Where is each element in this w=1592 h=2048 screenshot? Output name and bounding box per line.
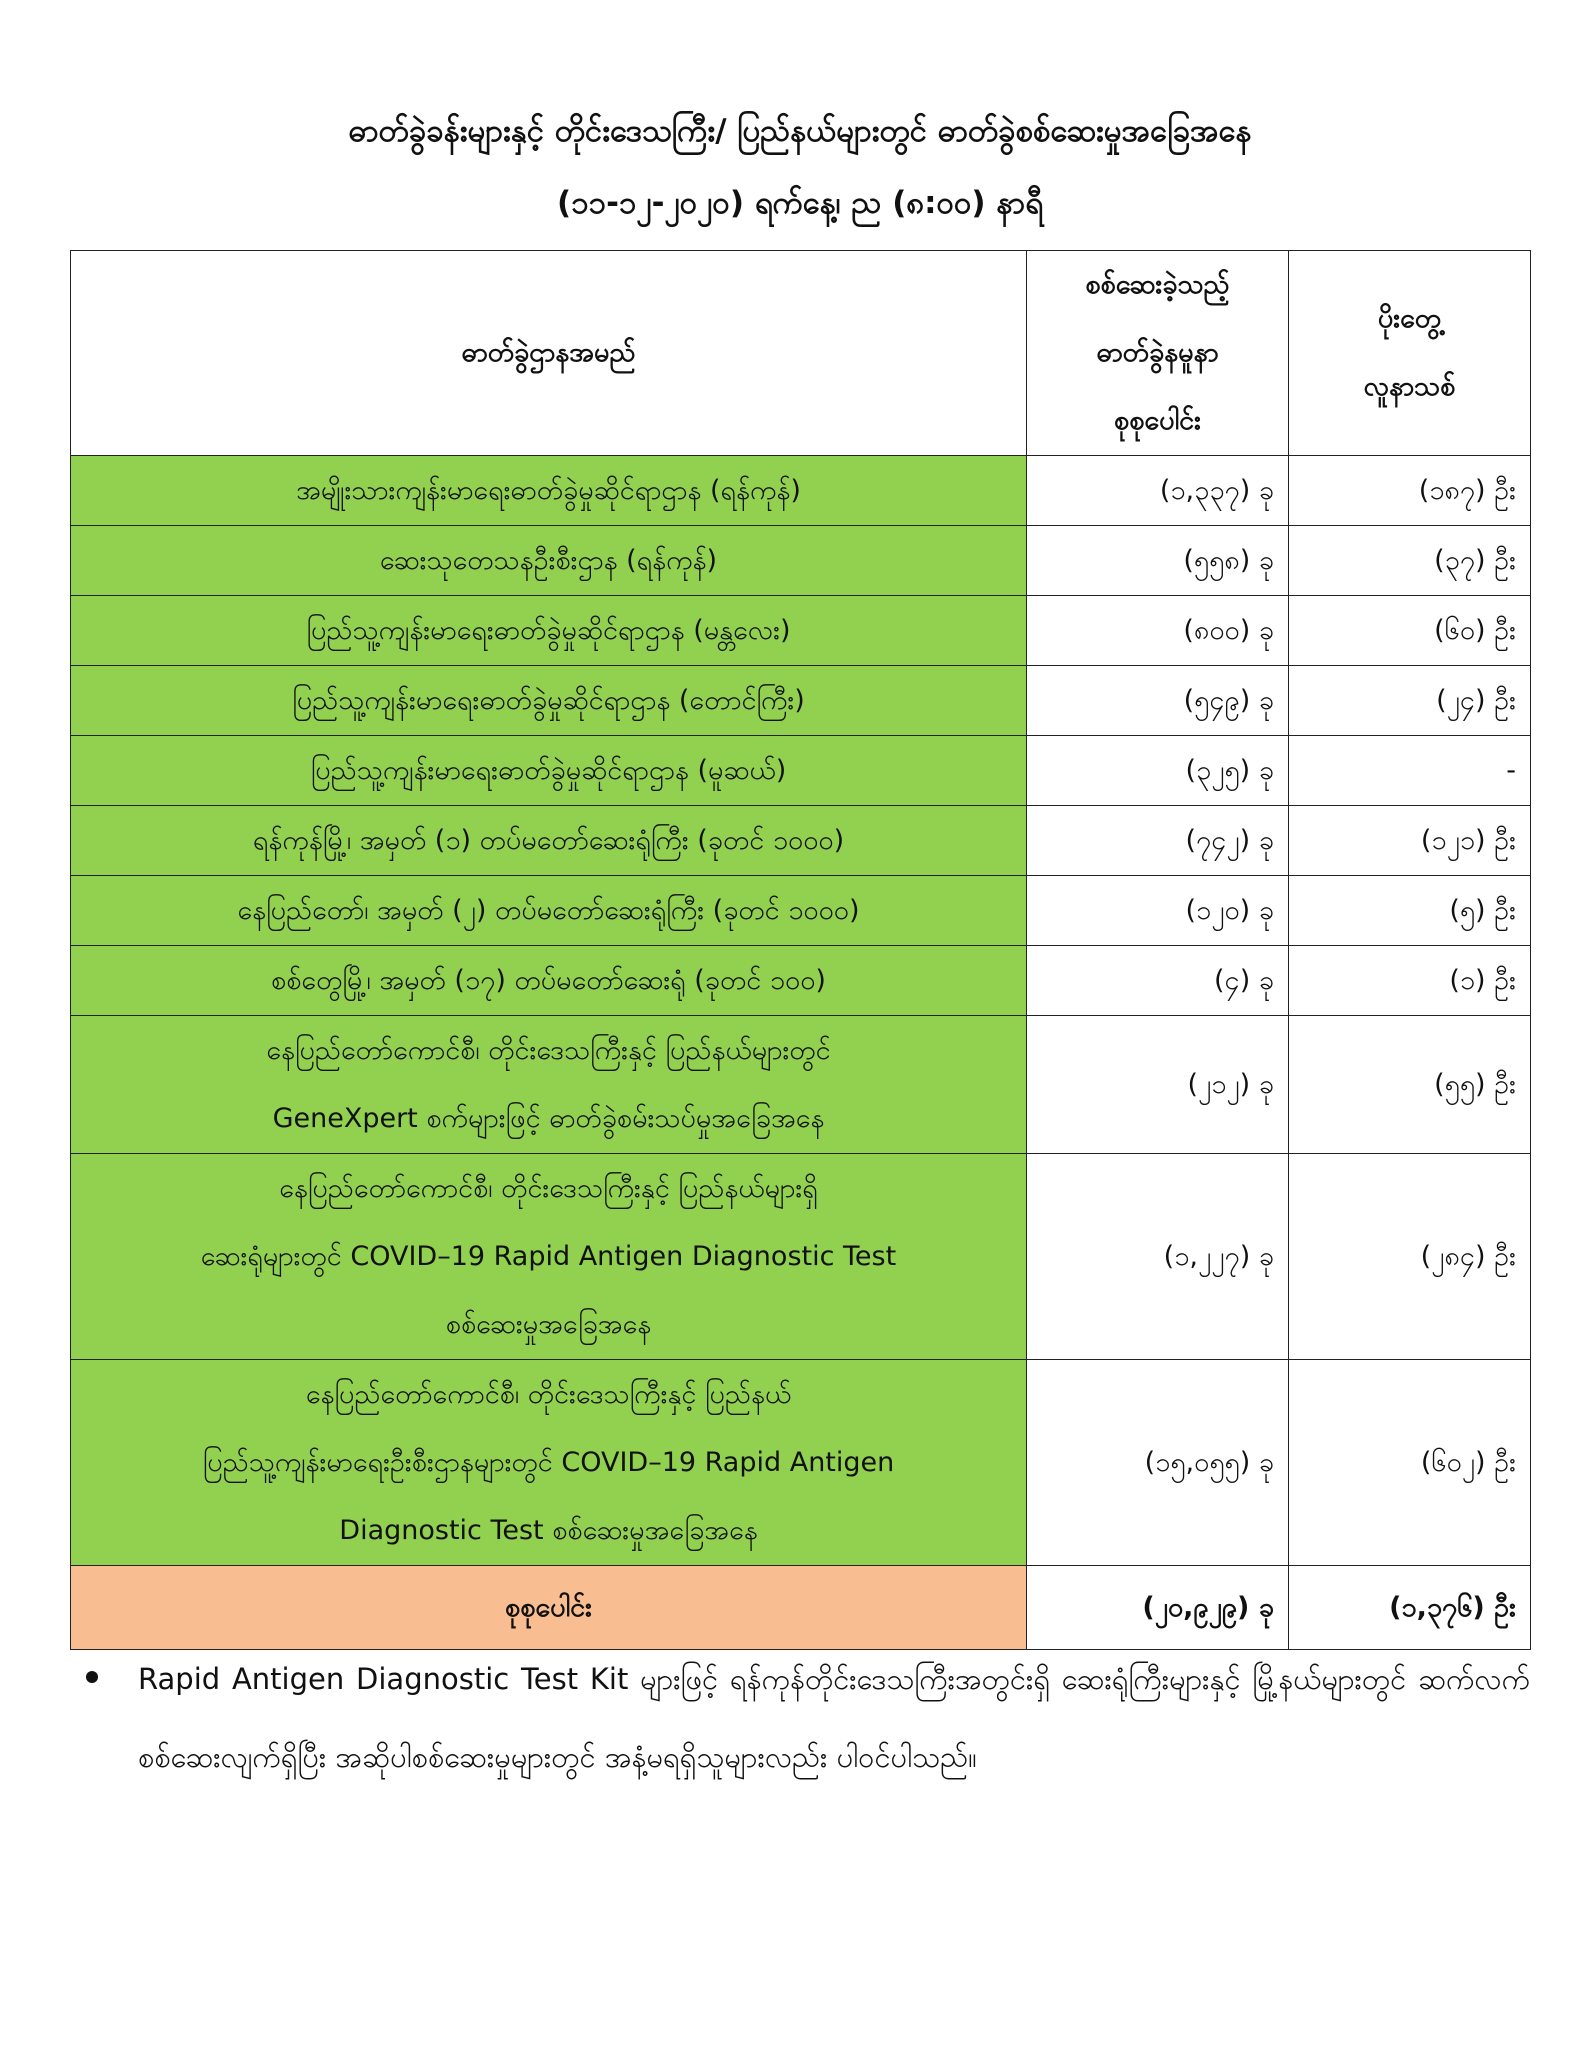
tested-count-cell: (၁,၂၂၇) ခု <box>1027 1154 1289 1360</box>
lab-name-line: ရန်ကုန်မြို့၊ အမှတ် (၁) တပ်မတော်ဆေးရုံကြီး (ခုတင် ၁၀၀၀) <box>252 824 845 856</box>
positive-count-cell: (၁၂၁) ဦး <box>1289 806 1531 876</box>
positive-count-cell: (၆၀) ဦး <box>1289 596 1531 666</box>
lab-name-cell <box>71 806 1027 876</box>
footnote-bullet <box>110 1640 1530 1796</box>
positive-count-cell: (၁) ဦး <box>1289 946 1531 1016</box>
tested-count-cell: (၅၅၈) ခု <box>1027 526 1289 596</box>
footnote-text: Rapid Antigen Diagnostic Test Kit များဖြင့် ရန်ကုန်တိုင်းဒေသကြီးအတွင်းရှိ ဆေးရုံကြီးများနှင့် မြို့နယ်များတွင် ဆက်လက်စစ်ဆေးလျက်ရှိပြီး အဆိုပါစစ်ဆေးမှုများတွင် အနံ့မရရှိသူများလည်း ပါဝင်ပါသည်။ <box>138 1662 1530 1774</box>
lab-name-line: နေပြည်တော်ကောင်စီ၊ တိုင်းဒေသကြီးနှင့် ပြည်နယ်များတွင် <box>266 1034 831 1066</box>
table-row <box>71 1016 1531 1154</box>
table-row <box>71 946 1531 1016</box>
total-tested-cell: (၂၀,၉၂၉) ခု <box>1027 1566 1289 1650</box>
lab-name-cell <box>71 946 1027 1016</box>
lab-name-line: အမျိုးသားကျန်းမာရေးဓာတ်ခွဲမှုဆိုင်ရာဌာန (ရန်ကုန်) <box>296 474 801 506</box>
header-tested-samples <box>1027 251 1289 456</box>
positive-count-cell: (၆၀၂) ဦး <box>1289 1360 1531 1566</box>
lab-name-line: ပြည်သူ့ကျန်းမာရေးဓာတ်ခွဲမှုဆိုင်ရာဌာန (တောင်ကြီး) <box>292 684 805 716</box>
header-tested-line: စုစုပေါင်း <box>1114 405 1201 436</box>
table-row <box>71 1154 1531 1360</box>
header-positive-line: လူနာသစ် <box>1363 371 1456 402</box>
positive-count-cell: (၅၅) ဦး <box>1289 1016 1531 1154</box>
header-positive-line: ပိုးတွေ့ <box>1377 303 1442 334</box>
positive-count-cell: - <box>1289 736 1531 806</box>
lab-name-line: ပြည်သူ့ကျန်းမာရေးဓာတ်ခွဲမှုဆိုင်ရာဌာန (မူဆယ်) <box>310 754 787 786</box>
lab-name-line: ဆေးသုတေသနဦးစီးဌာန (ရန်ကုန်) <box>379 544 718 576</box>
header-tested-line: စစ်ဆေးခဲ့သည့် <box>1085 269 1230 300</box>
lab-name-cell <box>71 876 1027 946</box>
table-row <box>71 806 1531 876</box>
positive-count-cell: (၅) ဦး <box>1289 876 1531 946</box>
lab-name-line: GeneXpert စက်များဖြင့် ဓာတ်ခွဲစမ်းသပ်မှုအခြေအနေ <box>272 1102 825 1134</box>
lab-name-line: ဆေးရုံများတွင် COVID–19 Rapid Antigen Diagnostic Test <box>200 1240 897 1272</box>
lab-name-line: နေပြည်တော်ကောင်စီ၊ တိုင်းဒေသကြီးနှင့် ပြည်နယ် <box>305 1378 792 1410</box>
total-row <box>71 1566 1531 1650</box>
header-tested-line: ဓာတ်ခွဲနမူနာ <box>1096 337 1219 368</box>
table-row <box>71 876 1531 946</box>
tested-count-cell: (၅၄၉) ခု <box>1027 666 1289 736</box>
tested-count-cell: (၂၁၂) ခု <box>1027 1016 1289 1154</box>
tested-count-cell: (၁၅,၀၅၅) ခု <box>1027 1360 1289 1566</box>
tested-count-cell: (၁,၃၃၇) ခု <box>1027 456 1289 526</box>
lab-name-cell <box>71 526 1027 596</box>
tested-count-cell: (၃၂၅) ခု <box>1027 736 1289 806</box>
tested-count-cell: (၇၄၂) ခု <box>1027 806 1289 876</box>
tested-count-cell: (၈၀၀) ခု <box>1027 596 1289 666</box>
lab-name-cell <box>71 456 1027 526</box>
lab-name-line: နေပြည်တော်ကောင်စီ၊ တိုင်းဒေသကြီးနှင့် ပြည်နယ်များရှိ <box>279 1172 818 1204</box>
bullet-icon <box>86 1671 98 1683</box>
lab-name-line: ပြည်သူ့ကျန်းမာရေးဦးစီးဌာနများတွင် COVID–19 Rapid Antigen <box>202 1446 895 1478</box>
document-title <box>70 95 1530 239</box>
lab-name-cell <box>71 1016 1027 1154</box>
positive-count-cell: (၃၇) ဦး <box>1289 526 1531 596</box>
lab-name-line: စစ်ဆေးမှုအခြေအနေ <box>445 1308 652 1340</box>
table-row <box>71 596 1531 666</box>
lab-name-cell <box>71 596 1027 666</box>
lab-name-cell <box>71 666 1027 736</box>
header-new-positive <box>1289 251 1531 456</box>
header-lab-name: ဓာတ်ခွဲဌာနအမည် <box>71 251 1027 456</box>
lab-name-cell <box>71 1154 1027 1360</box>
table-row <box>71 526 1531 596</box>
total-label-cell: စုစုပေါင်း <box>71 1566 1027 1650</box>
lab-testing-table <box>70 250 1531 1650</box>
positive-count-cell: (၁၈၇) ဦး <box>1289 456 1531 526</box>
table-row <box>71 736 1531 806</box>
tested-count-cell: (၄) ခု <box>1027 946 1289 1016</box>
total-positive-cell: (၁,၃၇၆) ဦး <box>1289 1566 1531 1650</box>
positive-count-cell: (၂၄) ဦး <box>1289 666 1531 736</box>
table-row <box>71 456 1531 526</box>
table-header-row <box>71 251 1531 456</box>
title-line-2: (၁၁-၁၂-၂၀၂၀) ရက်နေ့၊ ည (၈:၀၀) နာရီ <box>557 185 1043 221</box>
lab-name-line: နေပြည်တော်၊ အမှတ် (၂) တပ်မတော်ဆေးရုံကြီး (ခုတင် ၁၀၀၀) <box>237 894 860 926</box>
table-row <box>71 666 1531 736</box>
positive-count-cell: (၂၈၄) ဦး <box>1289 1154 1531 1360</box>
tested-count-cell: (၁၂၀) ခု <box>1027 876 1289 946</box>
title-line-1: ဓာတ်ခွဲခန်းများနှင့် တိုင်းဒေသကြီး/ ပြည်နယ်များတွင် ဓာတ်ခွဲစစ်ဆေးမှုအခြေအနေ <box>348 113 1252 149</box>
lab-name-line: စစ်တွေမြို့၊ အမှတ် (၁၇) တပ်မတော်ဆေးရုံ (ခုတင် ၁၀၀) <box>271 964 826 996</box>
table-row <box>71 1360 1531 1566</box>
lab-name-line: Diagnostic Test စစ်ဆေးမှုအခြေအနေ <box>339 1514 758 1546</box>
lab-name-line: ပြည်သူ့ကျန်းမာရေးဓာတ်ခွဲမှုဆိုင်ရာဌာန (မန္တလေး) <box>306 614 791 646</box>
lab-name-cell <box>71 1360 1027 1566</box>
lab-name-cell <box>71 736 1027 806</box>
